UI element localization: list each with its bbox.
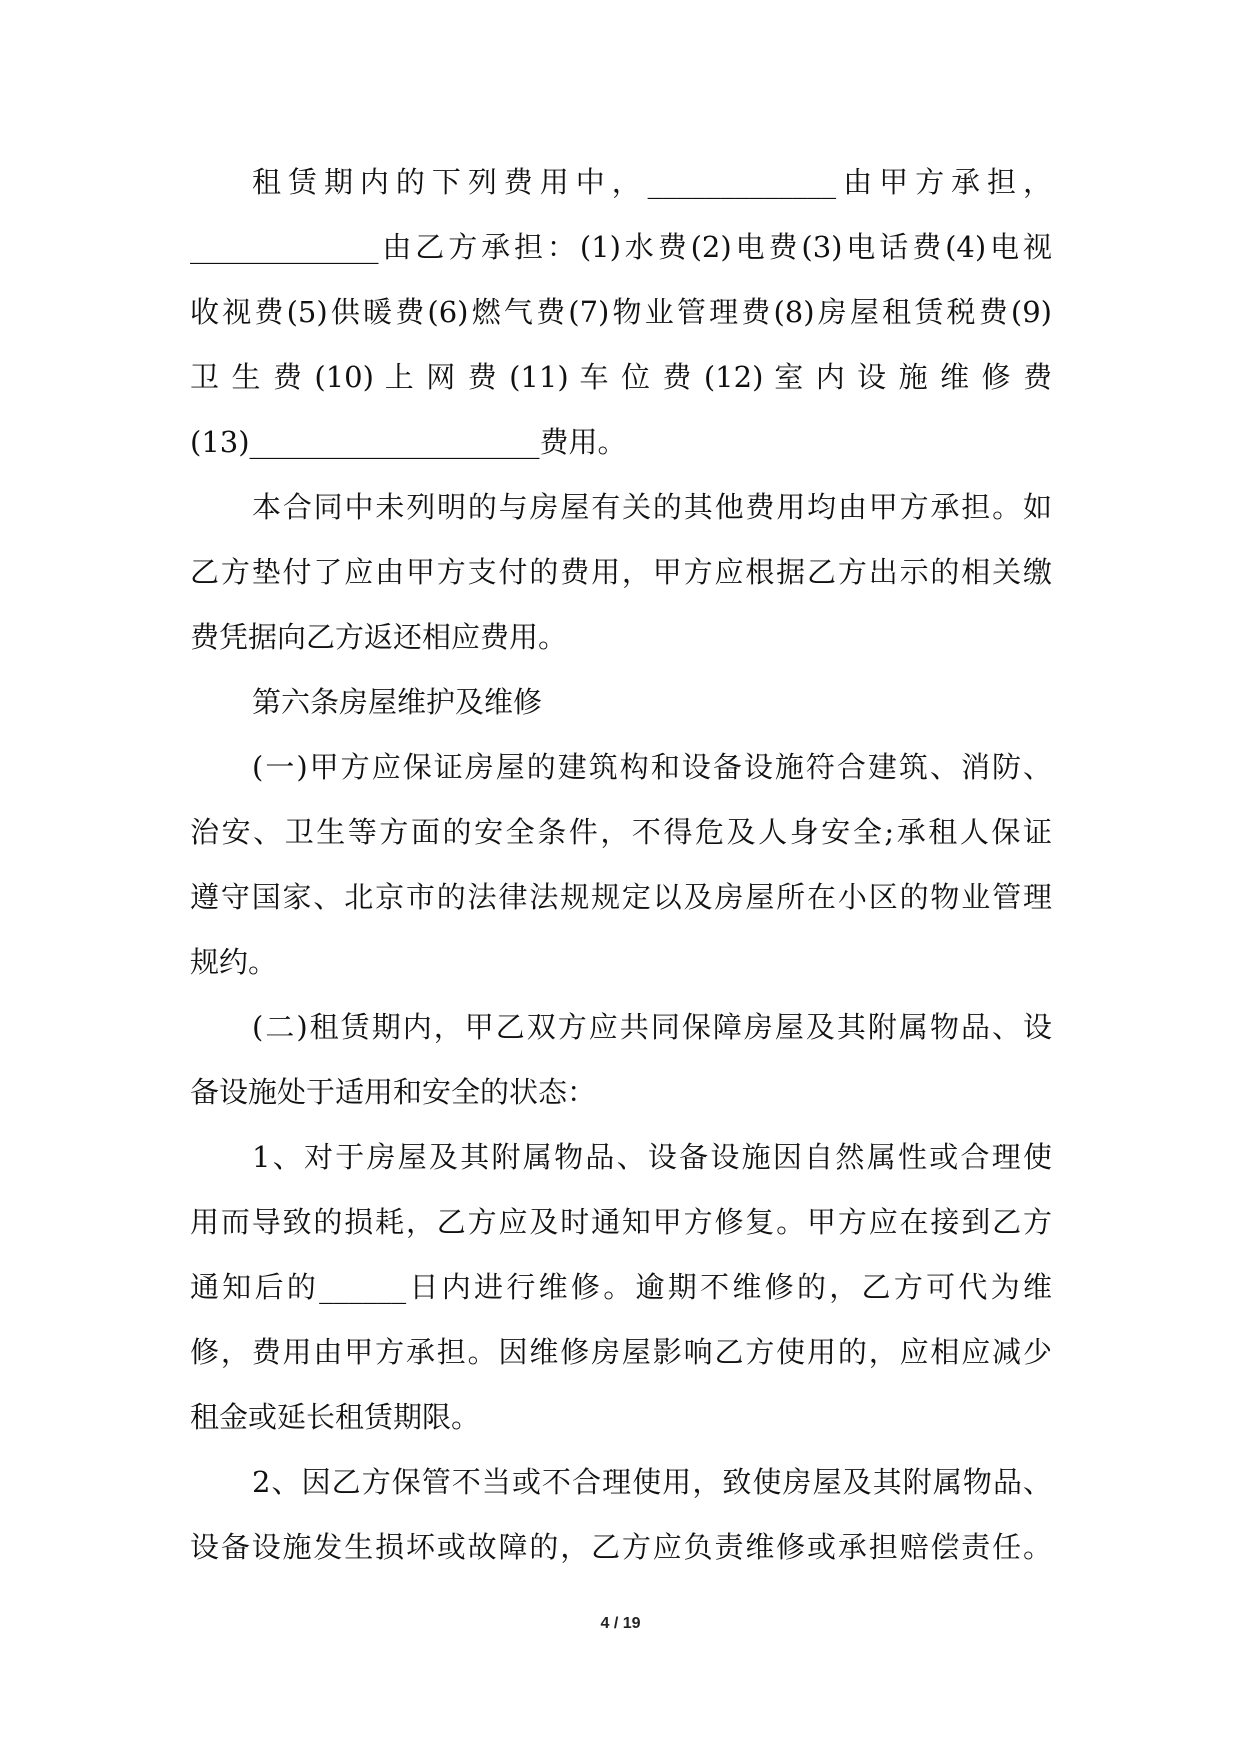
- text-line: (二)租赁期内，甲乙双方应共同保障房屋及其附属物品、设: [252, 1010, 1052, 1044]
- text-line: 遵守国家、北京市的法律法规规定以及房屋所在小区的物业管理: [190, 880, 1052, 914]
- text-line: 租赁期内的下列费用中，_____________由甲方承担，: [252, 165, 1052, 199]
- text-line: _____________由乙方承担：(1)水费(2)电费(3)电话费(4)电视: [190, 230, 1052, 264]
- text-line: 乙方垫付了应由甲方支付的费用，甲方应根据乙方出示的相关缴: [190, 555, 1052, 589]
- text-line: 租金或延长租赁期限。: [190, 1400, 481, 1434]
- text-line: (13)____________________费用。: [190, 425, 627, 459]
- text-line: 修，费用由甲方承担。因维修房屋影响乙方使用的，应相应减少: [190, 1335, 1052, 1369]
- text-line: 设备设施发生损坏或故障的，乙方应负责维修或承担赔偿责任。: [190, 1530, 1052, 1564]
- text-line: 治安、卫生等方面的安全条件，不得危及人身安全;承租人保证: [190, 815, 1052, 849]
- text-line: 本合同中未列明的与房屋有关的其他费用均由甲方承担。如: [252, 490, 1052, 524]
- text-line: 费凭据向乙方返还相应费用。: [190, 620, 568, 654]
- text-line: 收视费(5)供暖费(6)燃气费(7)物业管理费(8)房屋租赁税费(9): [190, 295, 1052, 329]
- text-line: 用而导致的损耗，乙方应及时通知甲方修复。甲方应在接到乙方: [190, 1205, 1052, 1239]
- text-line: 备设施处于适用和安全的状态：: [190, 1075, 597, 1109]
- text-line: 通知后的______日内进行维修。逾期不维修的，乙方可代为维: [190, 1270, 1052, 1304]
- text-line: (一)甲方应保证房屋的建筑构和设备设施符合建筑、消防、: [252, 750, 1052, 784]
- page-number: 4 / 19: [600, 1615, 641, 1632]
- text-line: 卫 生 费 (10) 上 网 费 (11) 车 位 费 (12) 室 内 设 施 维 修 费: [190, 360, 1052, 394]
- text-line: 2、因乙方保管不当或不合理使用，致使房屋及其附属物品、: [252, 1465, 1052, 1499]
- section-heading: 第六条房屋维护及维修: [252, 685, 543, 719]
- text-line: 规约。: [190, 945, 278, 979]
- text-line: 1、对于房屋及其附属物品、设备设施因自然属性或合理使: [252, 1140, 1052, 1174]
- document-body: [190, 150, 1052, 1580]
